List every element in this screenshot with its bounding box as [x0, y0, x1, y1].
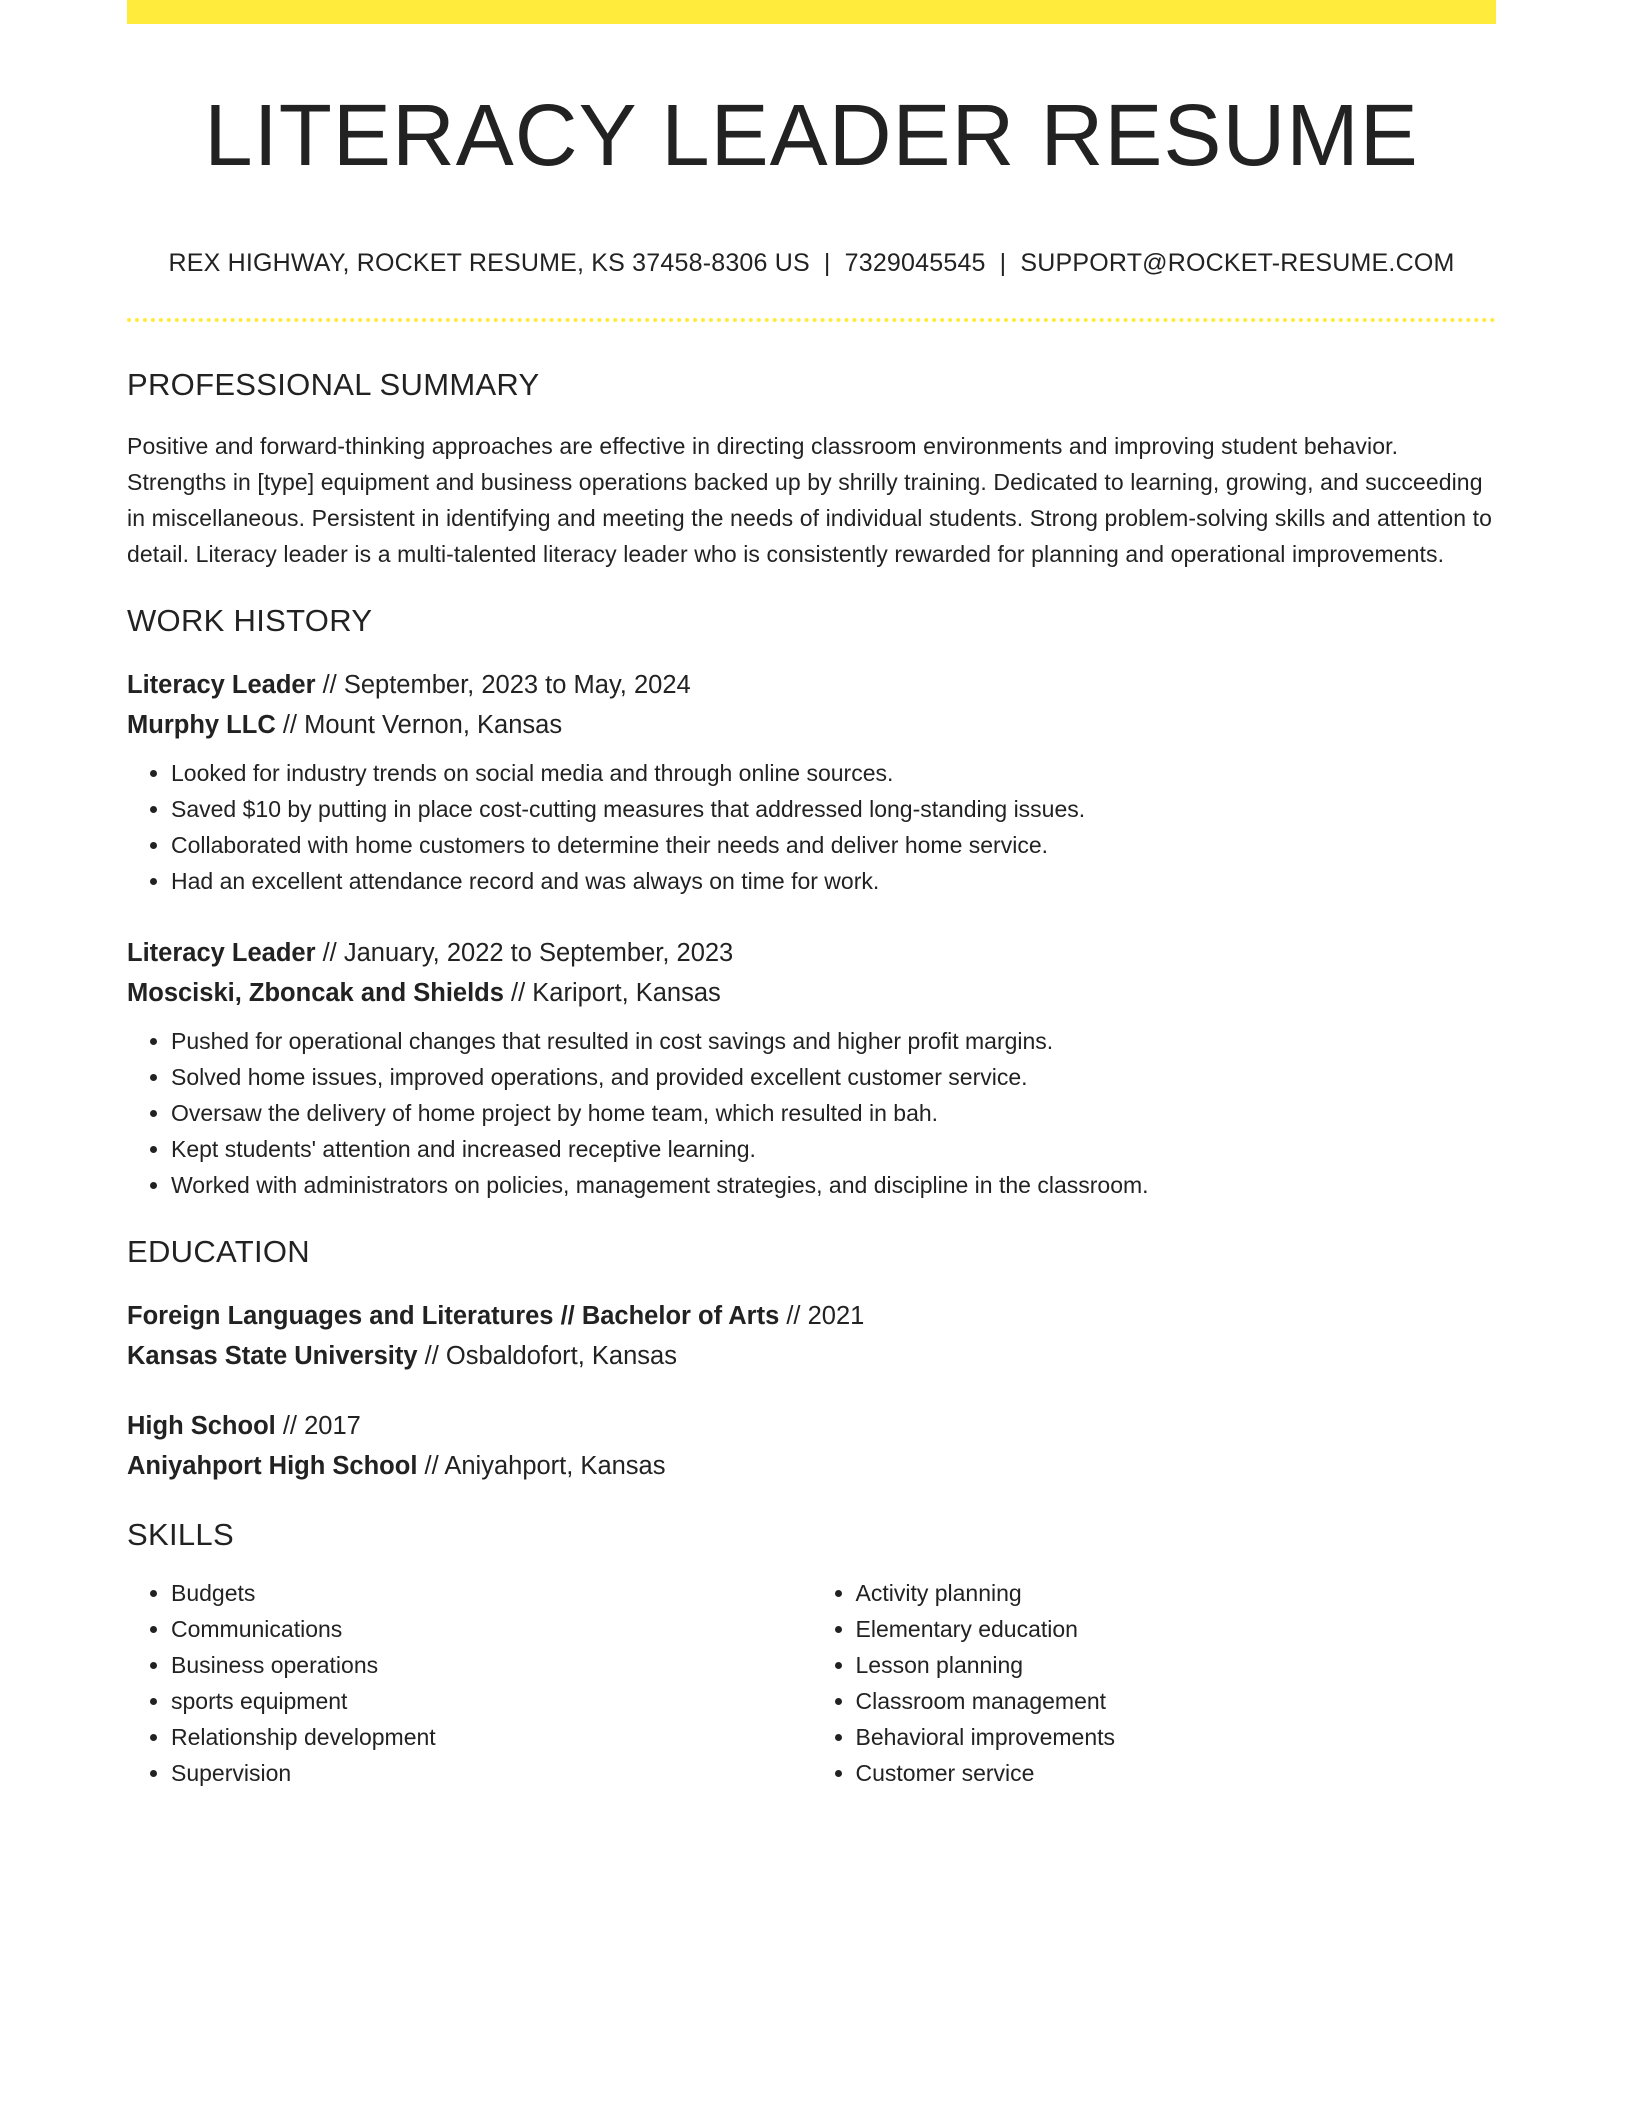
contact-address: REX HIGHWAY, ROCKET RESUME, KS 37458-8306 US — [168, 249, 810, 278]
education-degree: Foreign Languages and Literatures // Bachelor of Arts — [127, 1301, 780, 1330]
job-bullet: • Kept students' attention and increased receptive learning. — [171, 1131, 1496, 1167]
resume-page — [127, 0, 1496, 1791]
skills-left-column — [127, 1575, 812, 1791]
job-role: Literacy Leader — [127, 670, 316, 699]
job-bullet: • Looked for industry trends on social media and through online sources. — [171, 755, 1496, 791]
job-entry — [127, 665, 1496, 899]
job-dates: // September, 2023 to May, 2024 — [315, 670, 691, 699]
summary-text: Positive and forward-thinking approaches are effective in directing classroom environments and improving student behavior. Strengths in [type] equipment and business operations backed up by shrilly training. Dedicated to learning, growing, and succeeding in miscellaneous. Persistent in identifying and meeting the needs of individual students. Strong problem-solving skills and attention to detail. Literacy leader is a multi-talented literacy leader who is consistently rewarded for planning and operational improvements. — [127, 432, 1492, 567]
job-company-line — [127, 973, 1496, 1013]
skill-item: • sports equipment — [171, 1683, 812, 1719]
job-location: // Mount Vernon, Kansas — [275, 710, 563, 739]
education-heading: EDUCATION — [127, 1233, 310, 1269]
education-school-line — [127, 1446, 1496, 1486]
job-bullet: • Solved home issues, improved operations, and provided excellent customer service. — [171, 1059, 1496, 1095]
skill-item: • Lesson planning — [856, 1647, 1497, 1683]
resume-title: LITERACY LEADER RESUME — [204, 87, 1419, 184]
skill-item: • Classroom management — [856, 1683, 1497, 1719]
education-degree-line — [127, 1406, 1496, 1446]
contact-separator: | — [823, 249, 831, 278]
contact-line — [127, 248, 1496, 278]
skill-item: • Communications — [171, 1611, 812, 1647]
skill-item: • Budgets — [171, 1575, 812, 1611]
contact-separator: | — [999, 249, 1007, 278]
skill-item: • Relationship development — [171, 1719, 812, 1755]
skill-item: • Customer service — [856, 1755, 1497, 1791]
job-bullet: • Pushed for operational changes that resulted in cost savings and higher profit margins. — [171, 1023, 1496, 1059]
dotted-divider — [127, 318, 1496, 322]
skills-right-column — [812, 1575, 1497, 1791]
job-entry — [127, 933, 1496, 1203]
skill-item: • Elementary education — [856, 1611, 1497, 1647]
skill-item: • Business operations — [171, 1647, 812, 1683]
skills-columns — [127, 1575, 1496, 1791]
skill-item: • Behavioral improvements — [856, 1719, 1497, 1755]
education-school-line — [127, 1336, 1496, 1376]
job-bullet: • Collaborated with home customers to determine their needs and deliver home service. — [171, 827, 1496, 863]
education-year: // 2017 — [275, 1411, 361, 1440]
education-year: // 2021 — [779, 1301, 865, 1330]
contact-phone: 7329045545 — [844, 249, 986, 278]
job-company: Murphy LLC — [127, 710, 276, 739]
job-location: // Kariport, Kansas — [503, 978, 721, 1007]
job-bullets — [127, 1023, 1496, 1203]
education-school: Aniyahport High School — [127, 1451, 418, 1480]
top-accent-bar — [127, 0, 1496, 24]
skills-heading: SKILLS — [127, 1516, 234, 1552]
job-bullet: • Saved $10 by putting in place cost-cutting measures that addressed long-standing issues. — [171, 791, 1496, 827]
education-degree-line — [127, 1296, 1496, 1336]
job-company-line — [127, 705, 1496, 745]
education-degree: High School — [127, 1411, 276, 1440]
job-bullet: • Worked with administrators on policies, management strategies, and discipline in the classroom. — [171, 1167, 1496, 1203]
job-bullets — [127, 755, 1496, 899]
summary-heading: PROFESSIONAL SUMMARY — [127, 367, 540, 403]
skill-item: • Supervision — [171, 1755, 812, 1791]
job-bullet: • Had an excellent attendance record and was always on time for work. — [171, 863, 1496, 899]
job-dates: // January, 2022 to September, 2023 — [315, 938, 734, 967]
job-title-line — [127, 665, 1496, 705]
job-bullet: • Oversaw the delivery of home project by home team, which resulted in bah. — [171, 1095, 1496, 1131]
education-entry — [127, 1296, 1496, 1376]
skill-item: • Activity planning — [856, 1575, 1497, 1611]
work-history-heading: WORK HISTORY — [127, 602, 373, 638]
education-entry — [127, 1406, 1496, 1486]
job-company: Mosciski, Zboncak and Shields — [127, 978, 504, 1007]
education-school: Kansas State University — [127, 1341, 418, 1370]
education-location: // Osbaldofort, Kansas — [417, 1341, 677, 1370]
job-title-line — [127, 933, 1496, 973]
job-role: Literacy Leader — [127, 938, 316, 967]
contact-email: SUPPORT@ROCKET-RESUME.COM — [1020, 249, 1455, 278]
education-location: // Aniyahport, Kansas — [417, 1451, 666, 1480]
